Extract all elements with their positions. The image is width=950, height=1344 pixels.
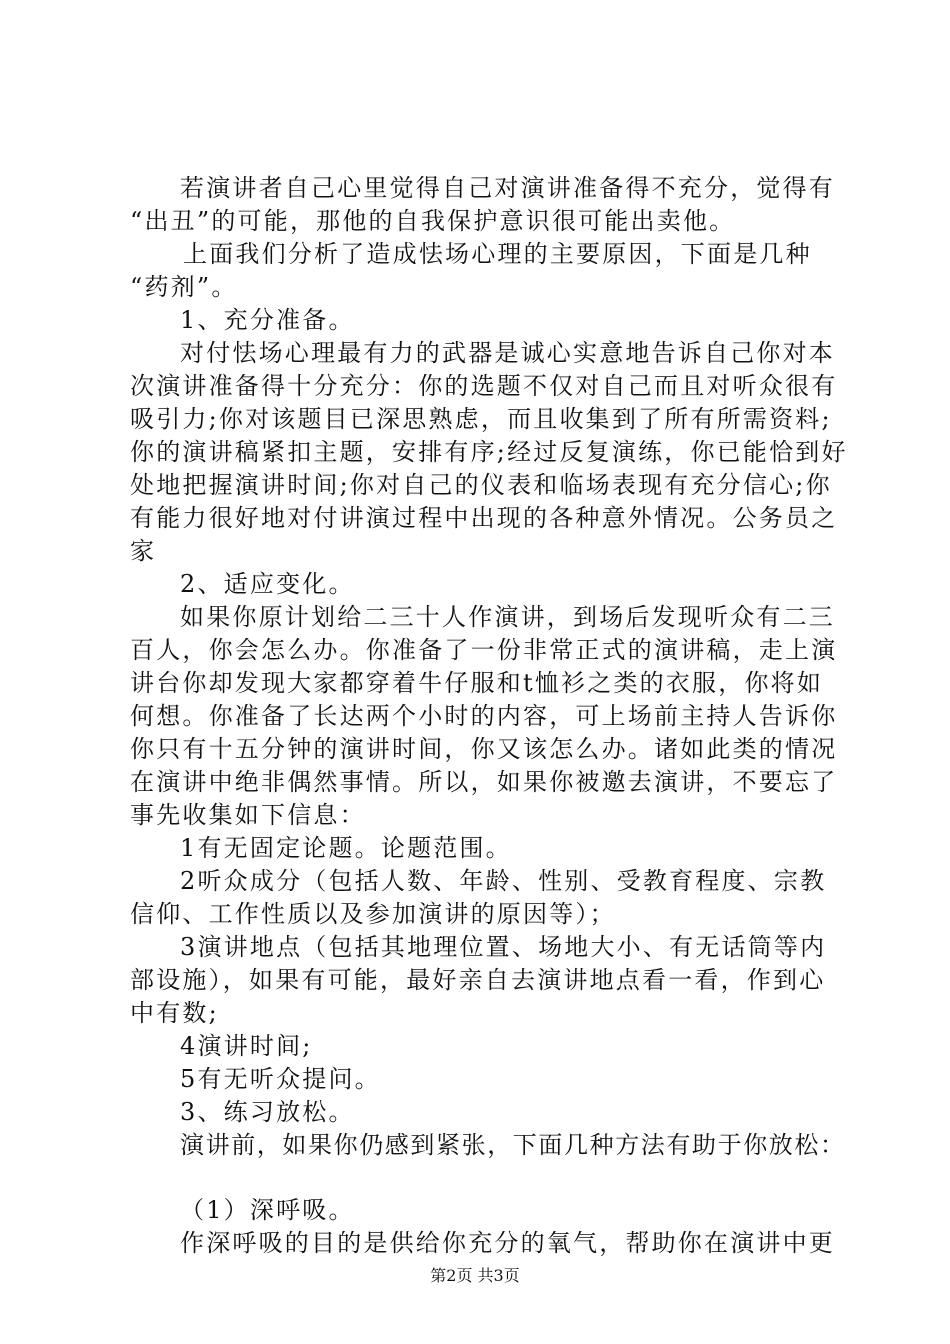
list-item: 3演讲地点（包括其地理位置、场地大小、有无话筒等内 (180, 933, 827, 961)
paragraph-line: 你只有十五分钟的演讲时间，你又该怎么办。诸如此类的情况 (130, 735, 838, 763)
paragraph-line: 百人，你会怎么办。你准备了一份非常正式的演讲稿，走上演 (130, 636, 838, 664)
paragraph-line: 吸引力;你对该题目已深思熟虑，而且收集到了所有所需资料; (130, 405, 832, 433)
paragraph-line: 家 (130, 537, 157, 565)
page-number-footer: 第2页 共3页 (430, 1266, 520, 1285)
section-heading: （1）深呼吸。 (180, 1196, 355, 1224)
paragraph-line: “出丑”的可能，那他的自我保护意识很可能出卖他。 (130, 207, 736, 235)
paragraph-line: 演讲前，如果你仍感到紧张，下面几种方法有助于你放松： (180, 1131, 846, 1159)
section-heading: 1、充分准备。 (180, 306, 355, 334)
list-item: 2听众成分（包括人数、年龄、性别、受教育程度、宗教 (180, 867, 827, 895)
paragraph-line: 上面我们分析了造成怯场心理的主要原因，下面是几种 (183, 240, 812, 268)
paragraph-line: 讲台你却发现大家都穿着牛仔服和t恤衫之类的衣服，你将如 (130, 669, 824, 697)
paragraph-line: 如果你原计划给二三十人作演讲，到场后发现听众有二三 (180, 603, 835, 631)
paragraph-line: 在演讲中绝非偶然事情。所以，如果你被邀去演讲，不要忘了 (130, 768, 838, 796)
paragraph-line: 何想。你准备了长达两个小时的内容，可上场前主持人告诉你 (130, 702, 838, 730)
paragraph-line: 次演讲准备得十分充分：你的选题不仅对自己而且对听众很有 (130, 372, 838, 400)
paragraph-line: 作深呼吸的目的是供给你充分的氧气，帮助你在演讲中更 (180, 1229, 835, 1257)
paragraph-line: 信仰、工作性质以及参加演讲的原因等）； (130, 900, 616, 928)
paragraph-line: 中有数; (130, 999, 219, 1027)
section-heading: 3、练习放松。 (180, 1098, 355, 1126)
paragraph-line: 你的演讲稿紧扣主题，安排有序;经过反复演练，你已能恰到好 (130, 438, 848, 466)
paragraph-line: 部设施），如果有可能，最好亲自去演讲地点看一看，作到心 (130, 966, 826, 994)
list-item: 5有无听众提问。 (180, 1065, 381, 1093)
paragraph-line: “药剂”。 (130, 273, 238, 301)
paragraph-line: 事先收集如下信息： (130, 801, 366, 829)
list-item: 4演讲时间; (180, 1032, 313, 1060)
paragraph-line: 有能力很好地对付讲演过程中出现的各种意外情况。公务员之 (130, 504, 838, 532)
section-heading: 2、适应变化。 (180, 570, 355, 598)
paragraph-line: 对付怯场心理最有力的武器是诚心实意地告诉自己你对本 (180, 339, 835, 367)
paragraph-line: 处地把握演讲时间;你对自己的仪表和临场表现有充分信心;你 (130, 471, 832, 499)
list-item: 1有无固定论题。论题范围。 (180, 834, 512, 862)
paragraph-line: 若演讲者自己心里觉得自己对演讲准备得不充分，觉得有 (180, 174, 835, 202)
